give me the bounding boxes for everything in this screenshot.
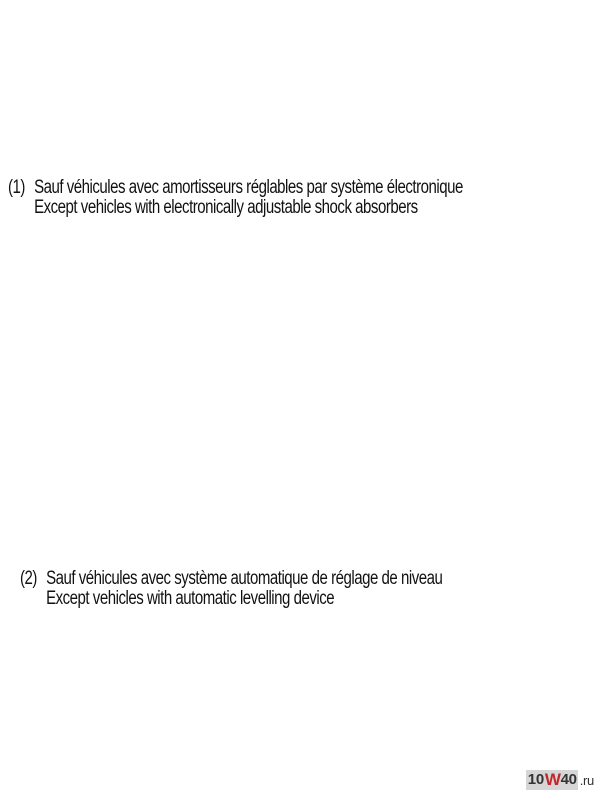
footnote-1 bbox=[8, 178, 463, 218]
footnote-2-english: Except vehicles with automatic levelling device bbox=[46, 588, 335, 609]
watermark-part-2: W bbox=[544, 770, 561, 789]
footnote-1-french-line bbox=[8, 178, 463, 198]
footnote-2-number: (2) bbox=[20, 568, 37, 589]
footnote-2 bbox=[20, 569, 442, 609]
watermark-part-1: 10 bbox=[527, 771, 544, 788]
watermark-part-3: 40 bbox=[560, 771, 577, 788]
footnote-1-french: Sauf véhicules avec amortisseurs réglables par système électronique bbox=[34, 177, 463, 198]
footnote-2-french-line bbox=[20, 569, 442, 589]
watermark-logo bbox=[526, 770, 594, 790]
footnote-1-english-line bbox=[8, 198, 463, 218]
footnote-1-english: Except vehicles with electronically adjustable shock absorbers bbox=[34, 197, 418, 218]
footnote-2-french: Sauf véhicules avec système automatique de réglage de niveau bbox=[46, 568, 443, 589]
footnote-1-number: (1) bbox=[8, 177, 25, 198]
watermark-part-4: .ru bbox=[579, 772, 594, 788]
footnote-2-english-line bbox=[20, 589, 442, 609]
